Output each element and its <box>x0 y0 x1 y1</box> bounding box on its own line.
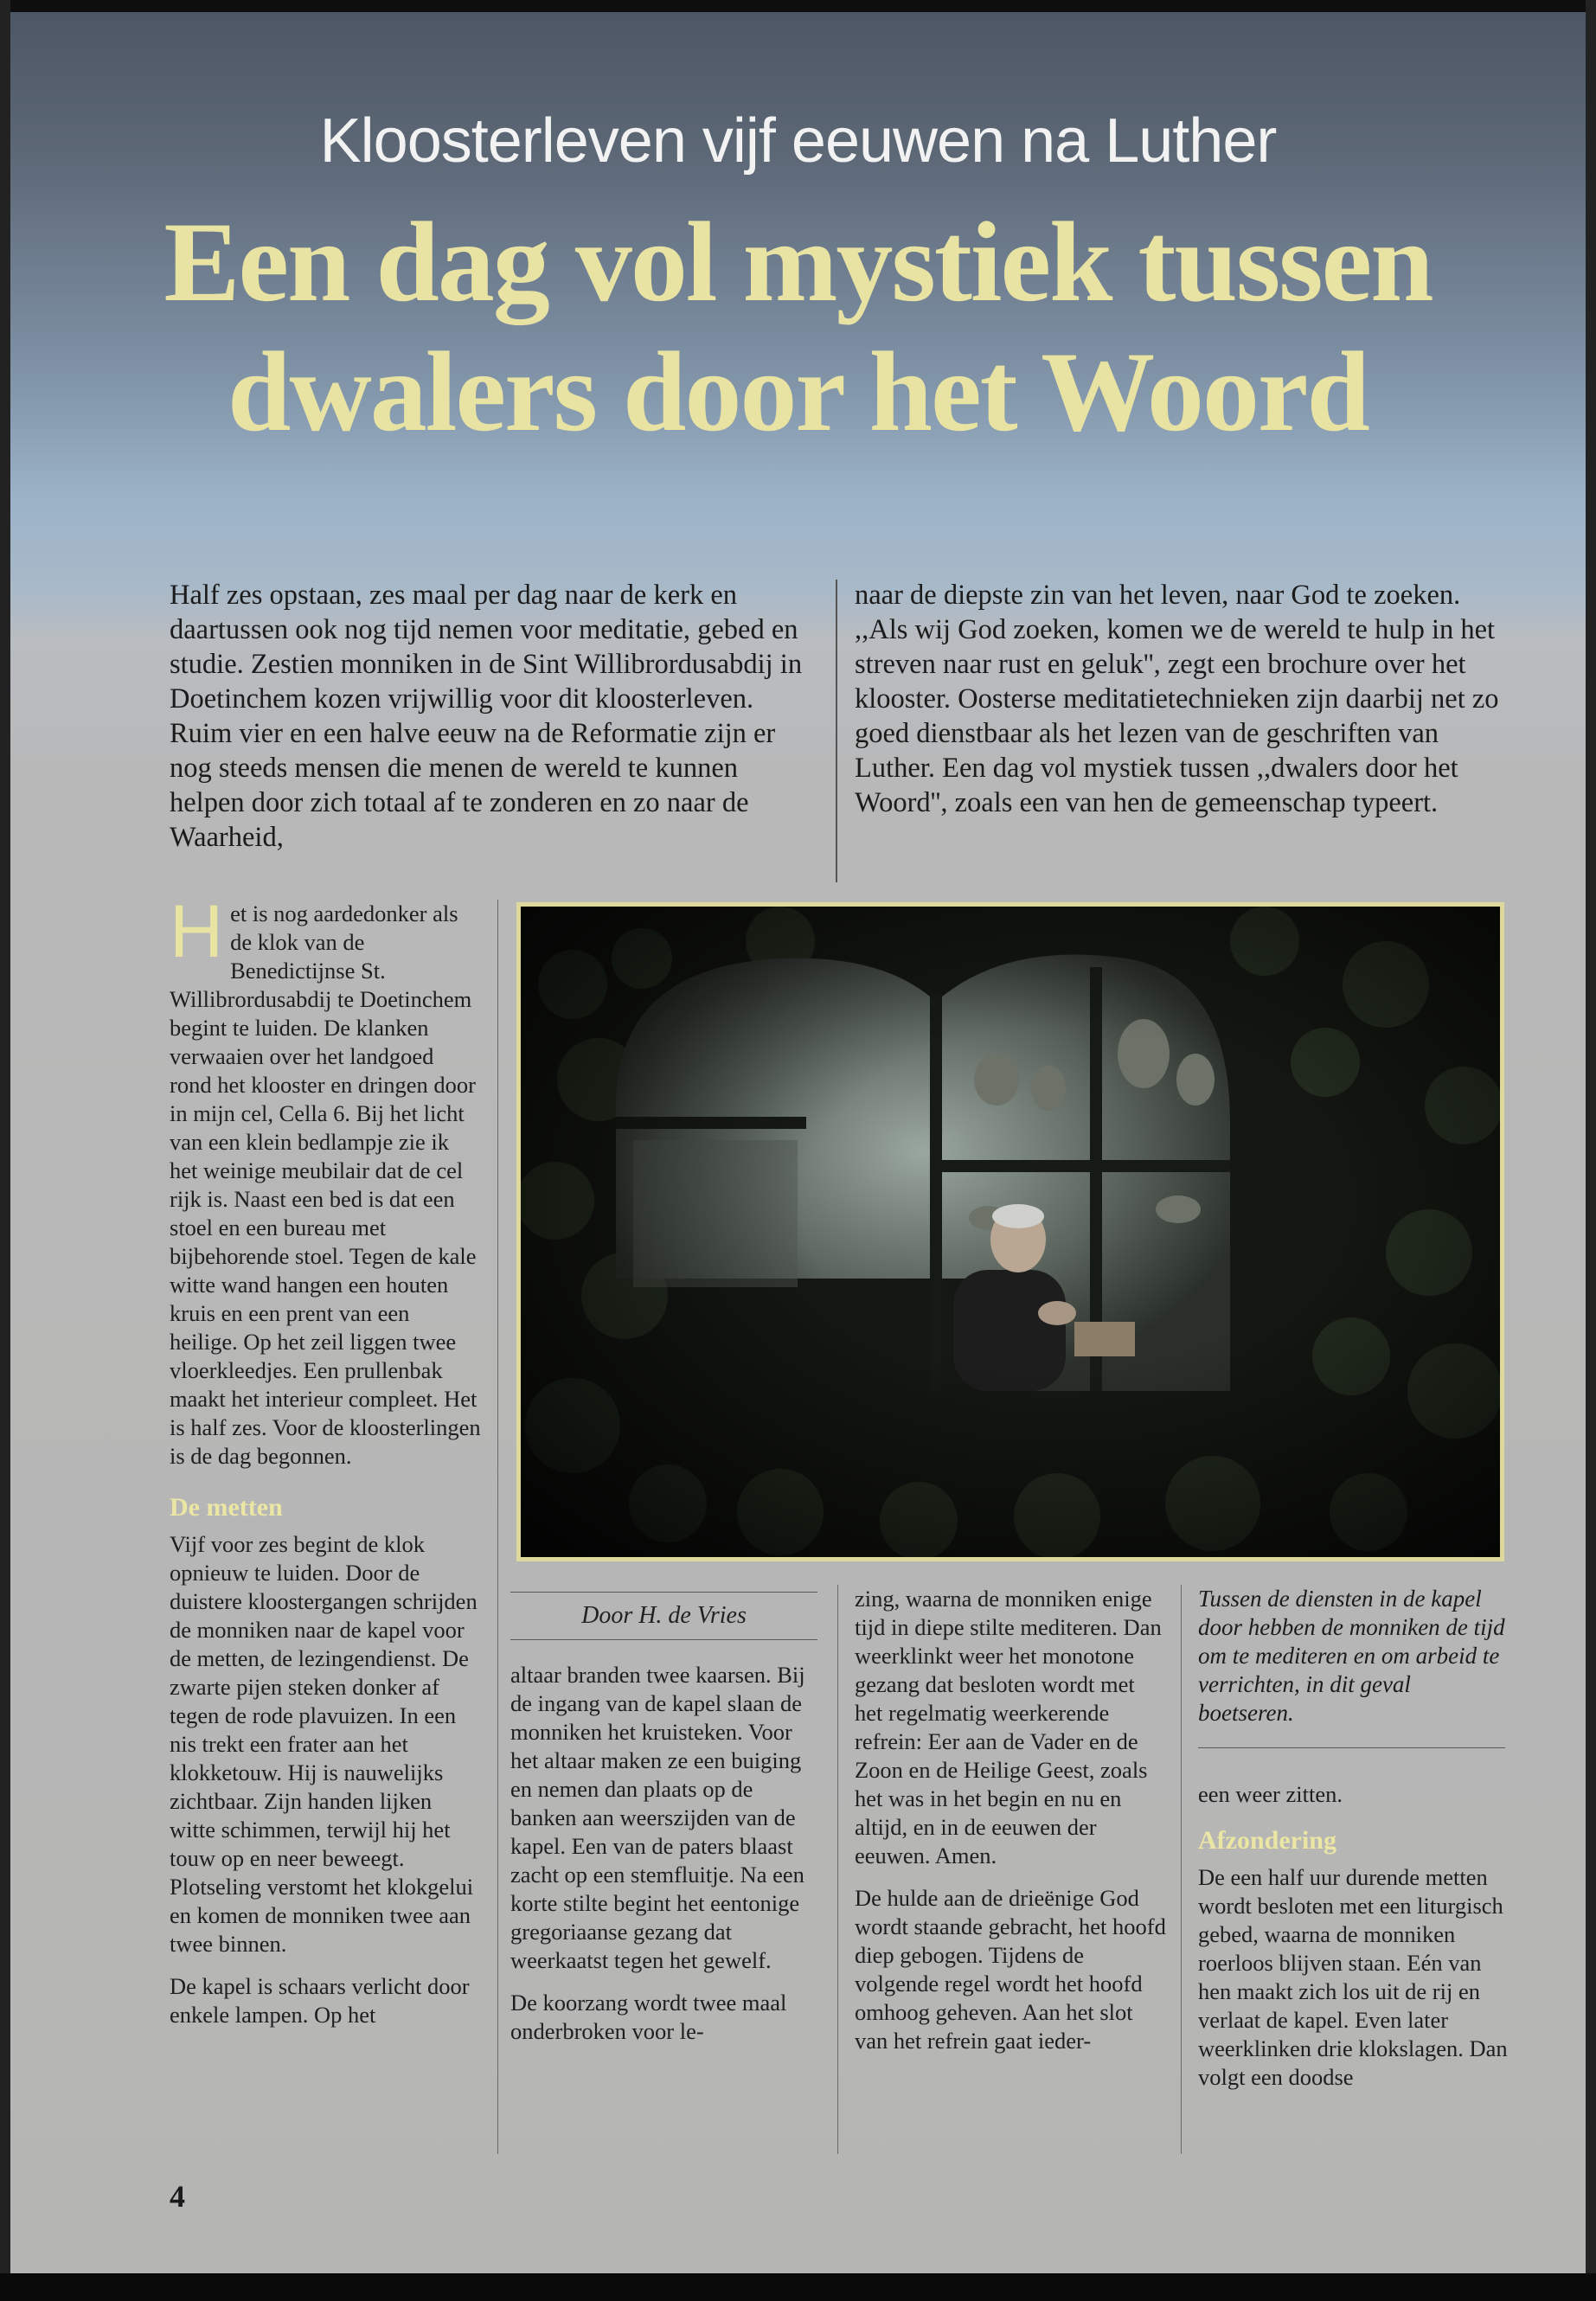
kicker-title: Kloosterleven vijf eeuwen na Luther <box>319 106 1277 176</box>
col4-paragraph-1: een weer zitten. <box>1198 1781 1343 1807</box>
intro-right-column: naar de diepste zin van het leven, naar God te zoeken. ,,Als wij God zoeken, komen we de wereld te hulp in het streven naar rust en geluk'', zegt een brochure over het klooster. Oosterse meditatietechnieken zijn daarbij net zo goed dienstbaar als het lezen van de geschriften van Luther. Een dag vol mystiek tussen ,,dwalers door het Woord'', zoals een van hen de gemeenschap typeert. <box>855 580 1499 818</box>
col1-paragraph-1: et is nog aardedonker als de klok van de Benedictijnse St. Willibrordusabdij te Doetinchem begint te luiden. De klanken verwaaien over het landgoed rond het klooster en dringen door in mijn cel, Cella 6. Bij het licht van een klein bedlampje zie ik het weinige meubilair dat de cel rijk is. Naast een bed is dat een stoel en een bureau met bijbehorende stoel. Tegen de kale witte wand hangen een houten kruis en een prent van een heilige. Op het zeil liggen twee vloerkleedjes. Een prullenbak maakt het interieur compleet. Het is half zes. Voor de kloosterlingen is de dag begonnen. <box>170 901 481 1469</box>
byline-rule-bottom <box>510 1639 817 1640</box>
headline: Een dag vol mystiek tussen dwalers door het Woord <box>163 198 1433 455</box>
caption-rule <box>1198 1747 1505 1748</box>
photo-caption: Tussen de diensten in de kapel door hebben de monniken de tijd om te mediteren en om arbeid te verrichten, in dit geval boetseren. <box>1198 1586 1505 1726</box>
body-column-4 <box>1198 1780 1509 2106</box>
col2-paragraph-2: De koorzang wordt twee maal onderbroken voor le- <box>510 1990 787 2044</box>
column-divider-1 <box>497 900 498 2154</box>
col2-paragraph-1: altaar branden twee kaarsen. Bij de ingang van de kapel slaan de monniken het kruisteken. Voor het altaar maken ze een buiging en nemen dan plaats op de banken aan weerszijden van de kapel. Een van de paters blaast zacht op een stemfluitje. Na een korte stilte begint het eentonige gregoriaanse gezang dat weerkaatst tegen het gewelf. <box>510 1662 805 1973</box>
scan-edge-top <box>0 0 1596 12</box>
body-column-2 <box>510 1661 817 2060</box>
body-column-1 <box>170 890 481 2043</box>
col3-paragraph-2: De hulde aan de drieënige God wordt staande gebracht, het hoofd diep gebogen. Tijdens de volgende regel wordt het hoofd omhoog geheven. Aan het slot van het refrein gaat ieder- <box>855 1885 1166 2054</box>
subhead-afzondering: Afzondering <box>1198 1826 1336 1855</box>
drop-cap: H <box>170 890 224 973</box>
photo-illustration <box>521 907 1500 1557</box>
col4-paragraph-2: De een half uur durende metten wordt besloten met een liturgisch gebed, waarna de monniken roerloos blijven staan. Eén van hen maakt zich los uit de rij en verlaat de kapel. Even later weerklinken drie klokslagen. Dan volgt een doodse <box>1198 1864 1508 2090</box>
col3-paragraph-1: zing, waarna de monniken enige tijd in diepe stilte mediteren. Dan weerklinkt weer het monotone gezang dat besloten wordt met het regelmatig weerkerende refrein: Eer aan de Vader en de Zoon en de Heilige Geest, zoals het was in het begin en nu en altijd, en in de eeuwen der eeuwen. Amen. <box>855 1586 1162 1868</box>
page-number: 4 <box>170 2179 185 2214</box>
column-divider-3 <box>1181 1585 1182 2154</box>
col1-paragraph-3: De kapel is schaars verlicht door enkele lampen. Op het <box>170 1973 470 2028</box>
scan-edge-bottom <box>0 2273 1596 2301</box>
col1-paragraph-2: Vijf voor zes begint de klok opnieuw te luiden. Door de duistere kloostergangen schrijden de monniken naar de kapel voor de metten, de lezingendienst. De zwarte pijen steken donker af tegen de rode plavuizen. In een nis trekt een frater aan het klokketouw. Hij is nauwelijks zichtbaar. Zijn handen lijken witte schimmen, terwijl hij het touw op en neer beweegt. Plotseling verstomt het klokgelui en komen de monniken twee aan twee binnen. <box>170 1531 478 1957</box>
subhead-de-metten: De metten <box>170 1493 283 1522</box>
column-divider-2 <box>837 1585 838 2154</box>
scan-edge-right <box>1586 0 1596 2301</box>
intro-column-divider <box>836 580 837 882</box>
intro-left-column: Half zes opstaan, zes maal per dag naar de kerk en daartussen ook nog tijd nemen voor meditatie, gebed en studie. Zestien monniken in de Sint Willibrordusabdij in Doetinchem kozen vrijwillig voor dit kloosterleven. Ruim vier en een halve eeuw na de Reformatie zijn er nog steeds mensen die menen de wereld te kunnen helpen door zich totaal af te zonderen en zo naar de Waarheid, <box>170 580 803 853</box>
byline: Door H. de Vries <box>581 1602 747 1629</box>
scan-edge-left <box>0 0 10 2301</box>
photo-monk-window <box>516 902 1504 1561</box>
body-column-3 <box>855 1585 1166 2069</box>
byline-rule-top <box>510 1592 817 1593</box>
